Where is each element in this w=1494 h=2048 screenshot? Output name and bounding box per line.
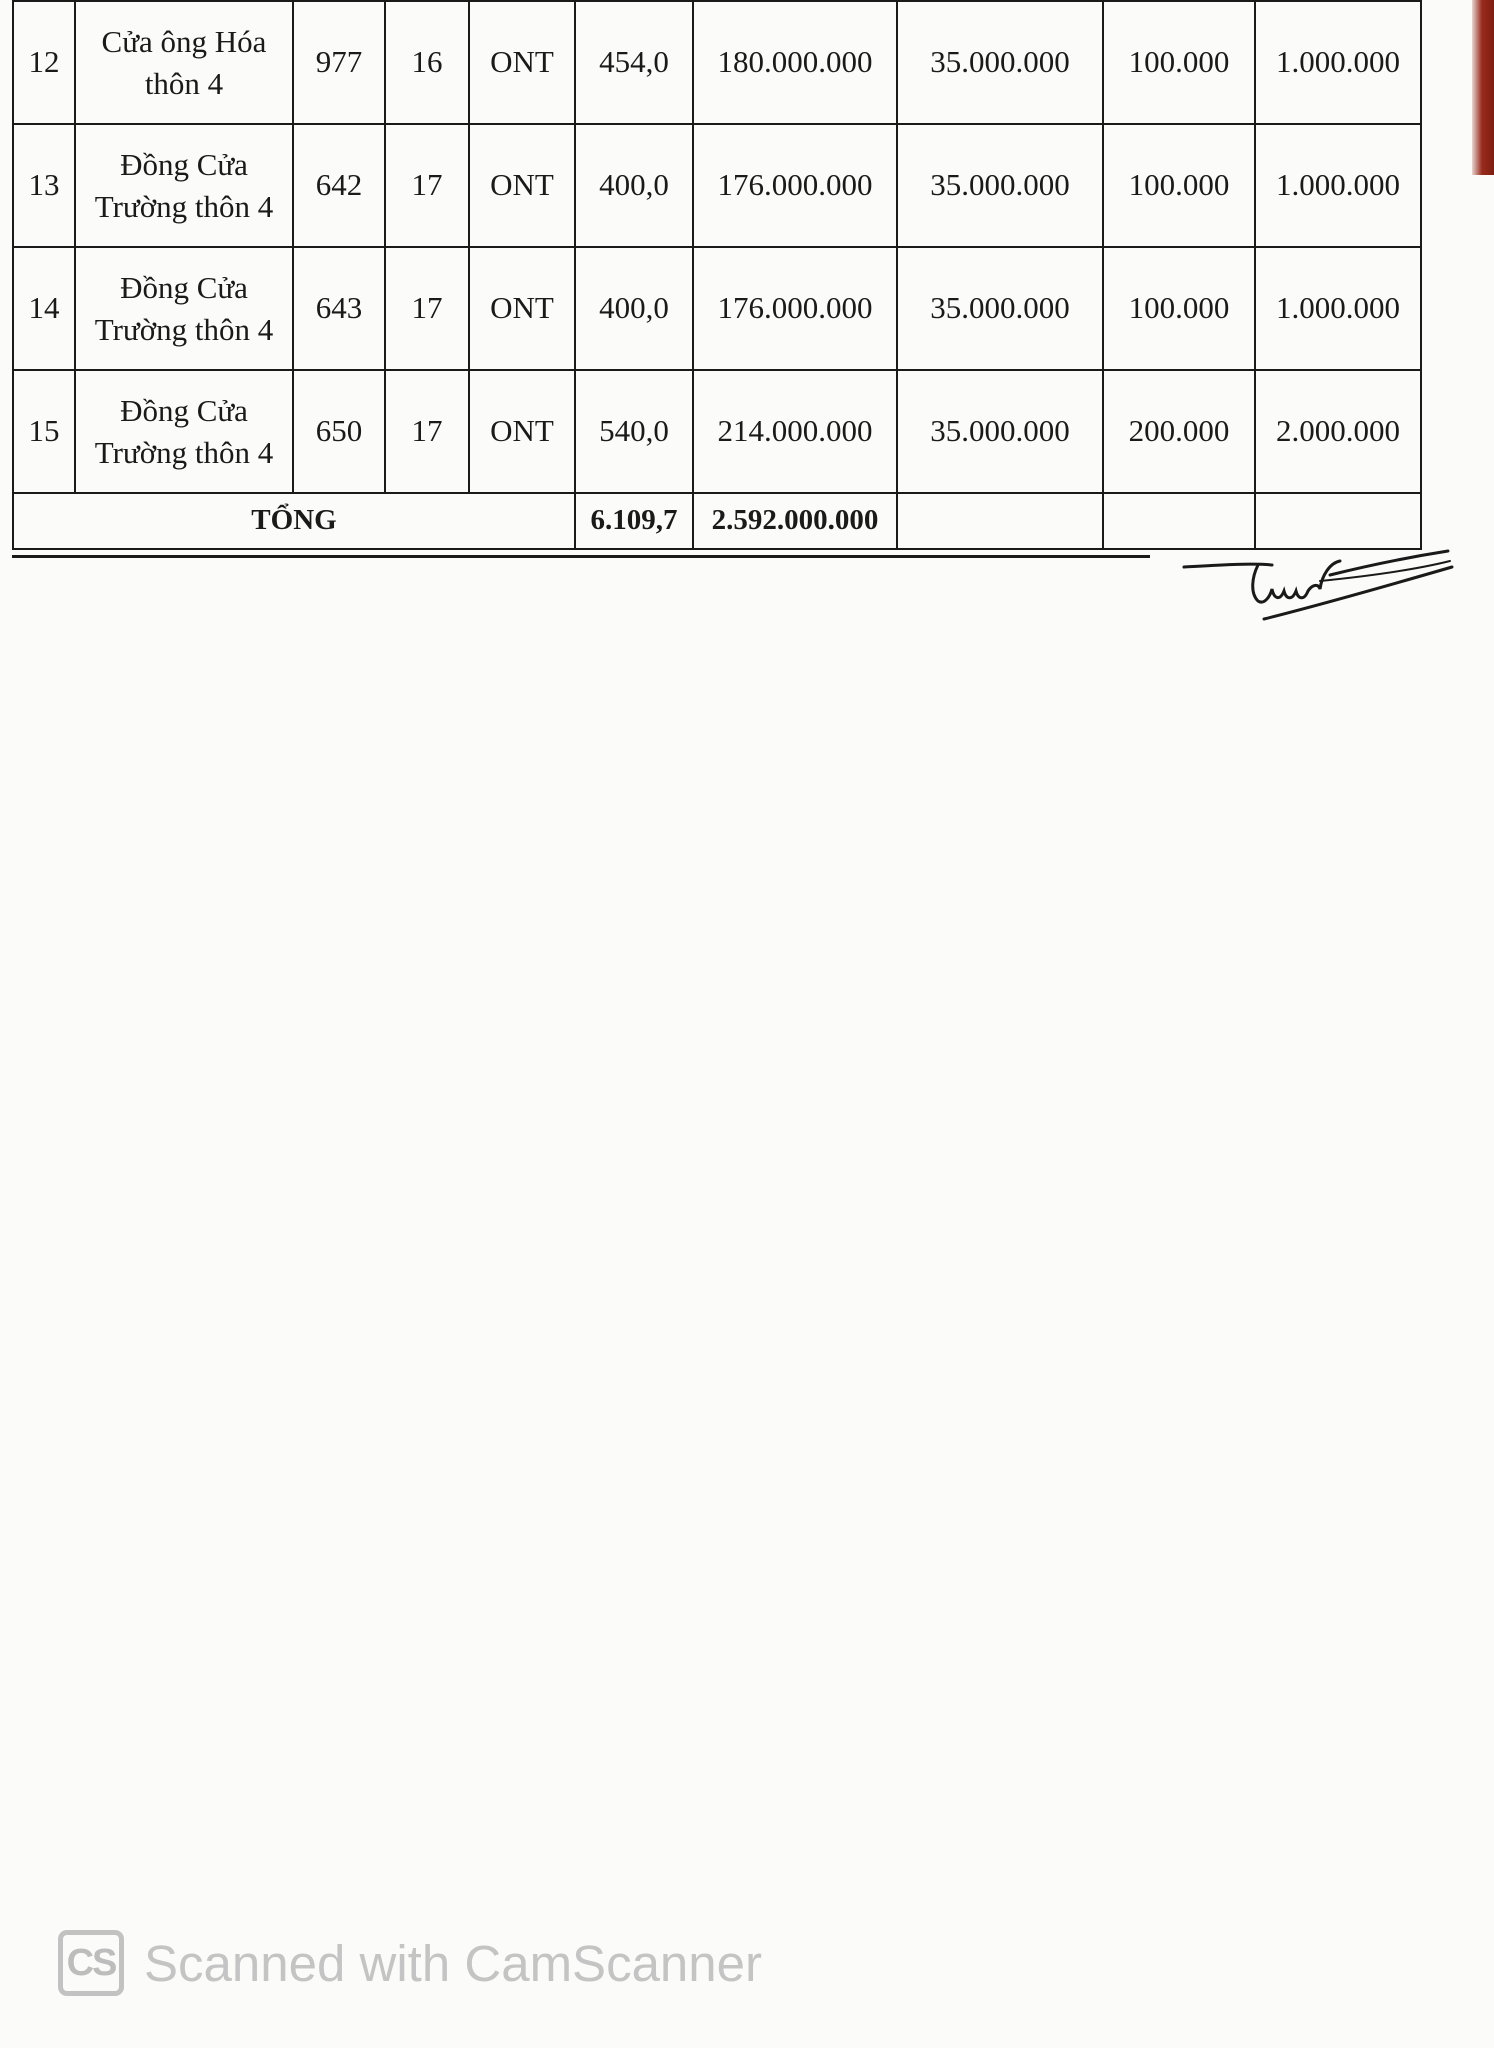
cell-price: 180.000.000 (693, 1, 897, 124)
cell-stt: 14 (13, 247, 75, 370)
cell-deposit: 35.000.000 (897, 247, 1103, 370)
table-row (13, 247, 1421, 370)
handwritten-signature-icon (1180, 545, 1460, 635)
cell-area: 454,0 (575, 1, 693, 124)
cell-place (75, 370, 293, 493)
cell-deposit: 35.000.000 (897, 124, 1103, 247)
cell-parcel: 642 (293, 124, 385, 247)
cell-parcel: 650 (293, 370, 385, 493)
cell-fee: 200.000 (1103, 370, 1255, 493)
cell-parcel: 977 (293, 1, 385, 124)
cell-land-type: ONT (469, 124, 575, 247)
place-line: Đồng Cửa (120, 392, 248, 428)
cell-stt: 13 (13, 124, 75, 247)
place-line: Trường thôn 4 (94, 434, 274, 470)
total-row (13, 493, 1421, 549)
cell-total-fee: 2.000.000 (1255, 370, 1421, 493)
table-row (13, 124, 1421, 247)
cell-land-type: ONT (469, 247, 575, 370)
cell-price: 176.000.000 (693, 247, 897, 370)
place-line: Trường thôn 4 (94, 188, 274, 224)
camscanner-watermark (58, 1928, 762, 1998)
cell-area: 400,0 (575, 124, 693, 247)
cell-land-type: ONT (469, 370, 575, 493)
cell-price: 214.000.000 (693, 370, 897, 493)
cell-place (75, 124, 293, 247)
table-row (13, 1, 1421, 124)
total-empty-cell (897, 493, 1103, 549)
cell-area: 540,0 (575, 370, 693, 493)
cell-deposit: 35.000.000 (897, 370, 1103, 493)
cell-sheet: 16 (385, 1, 469, 124)
total-price: 2.592.000.000 (693, 493, 897, 549)
cell-sheet: 17 (385, 124, 469, 247)
place-line: thôn 4 (144, 65, 224, 101)
place-line: Cửa ông Hóa (101, 23, 267, 59)
total-empty-cell (1103, 493, 1255, 549)
watermark-text: Scanned with CamScanner (144, 1934, 763, 1992)
place-line: Đồng Cửa (120, 146, 248, 182)
total-area: 6.109,7 (575, 493, 693, 549)
camscanner-logo-icon: CS (58, 1930, 124, 1996)
land-auction-table-wrap (12, 0, 1422, 550)
table-row (13, 370, 1421, 493)
cell-stt: 15 (13, 370, 75, 493)
cell-fee: 100.000 (1103, 1, 1255, 124)
table-bottom-rule (12, 555, 1150, 558)
cell-deposit: 35.000.000 (897, 1, 1103, 124)
red-page-edge (1472, 0, 1494, 175)
total-label: TỔNG (13, 493, 575, 549)
land-auction-table (12, 0, 1422, 550)
total-empty-cell (1255, 493, 1421, 549)
place-line: Trường thôn 4 (94, 311, 274, 347)
cell-stt: 12 (13, 1, 75, 124)
cell-land-type: ONT (469, 1, 575, 124)
cell-area: 400,0 (575, 247, 693, 370)
place-line: Đồng Cửa (120, 269, 248, 305)
cell-place (75, 247, 293, 370)
cell-total-fee: 1.000.000 (1255, 124, 1421, 247)
cell-place (75, 1, 293, 124)
cell-price: 176.000.000 (693, 124, 897, 247)
cell-total-fee: 1.000.000 (1255, 247, 1421, 370)
cell-parcel: 643 (293, 247, 385, 370)
cell-sheet: 17 (385, 370, 469, 493)
cell-sheet: 17 (385, 247, 469, 370)
cell-fee: 100.000 (1103, 124, 1255, 247)
cell-fee: 100.000 (1103, 247, 1255, 370)
cell-total-fee: 1.000.000 (1255, 1, 1421, 124)
